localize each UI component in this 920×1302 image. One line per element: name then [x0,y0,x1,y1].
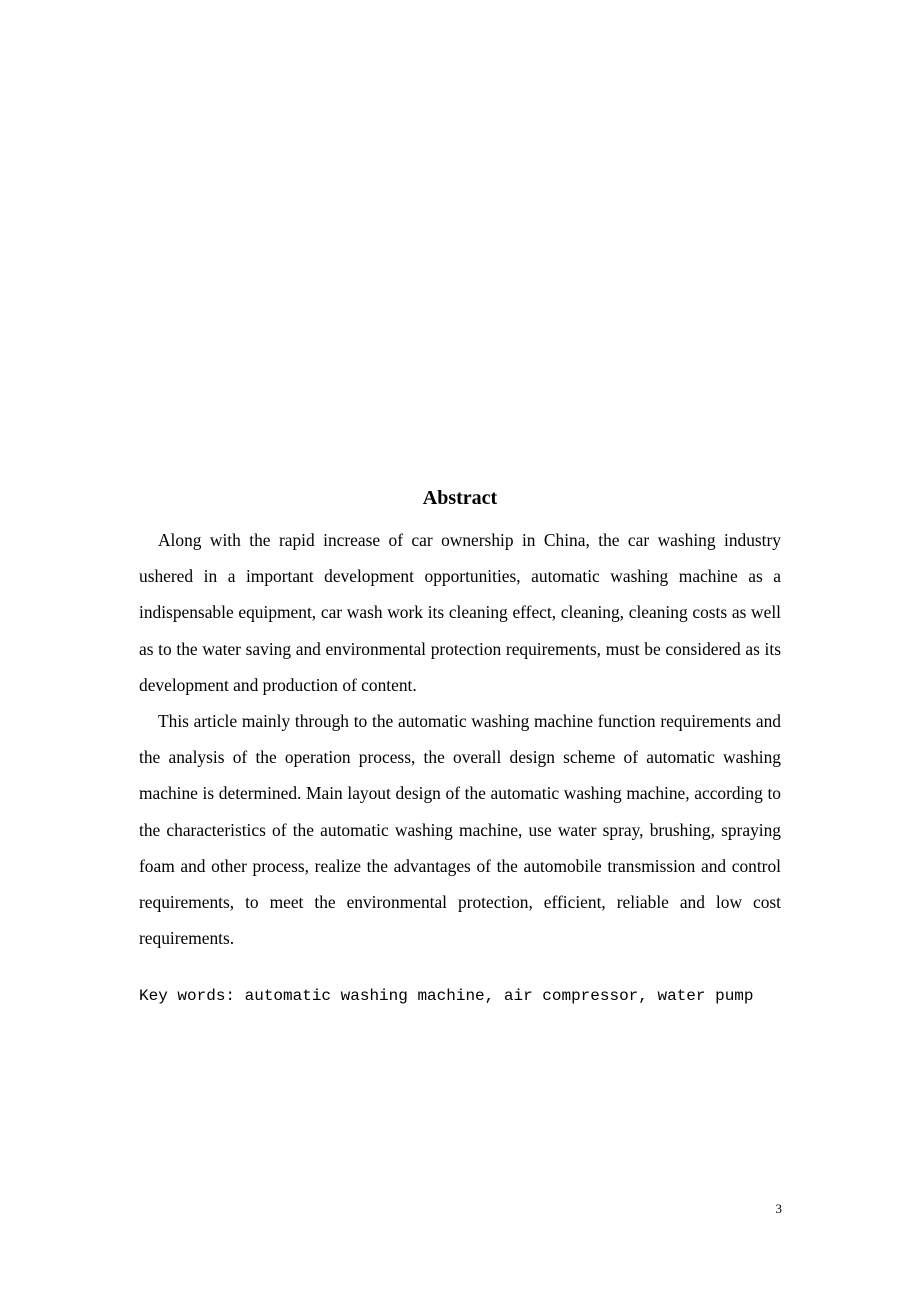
abstract-paragraph-2: This article mainly through to the automatic washing machine function requirements and the analysis of the operation process, the overall design scheme of automatic washing machine is determined. Main layout design of the automatic washing machine, according to the characteristics of the automatic washing machine, use water spray, brushing, spraying foam and other process, realize the advantages of the automobile transmission and control requirements, to meet the environmental protection, efficient, reliable and low cost requirements. [139,711,781,949]
abstract-body [139,522,781,956]
keywords-line: Key words: automatic washing machine, air compressor, water pump [139,987,754,1005]
abstract-paragraph-1: Along with the rapid increase of car ownership in China, the car washing industry ushered in a important development opportunities, automatic washing machine as a indispensable equipment, car wash work its cleaning effect, cleaning, cleaning costs as well as to the water saving and environmental protection requirements, must be considered as its development and production of content. [139,530,781,695]
abstract-heading: Abstract [422,487,498,509]
page-number: 3 [775,1201,782,1216]
